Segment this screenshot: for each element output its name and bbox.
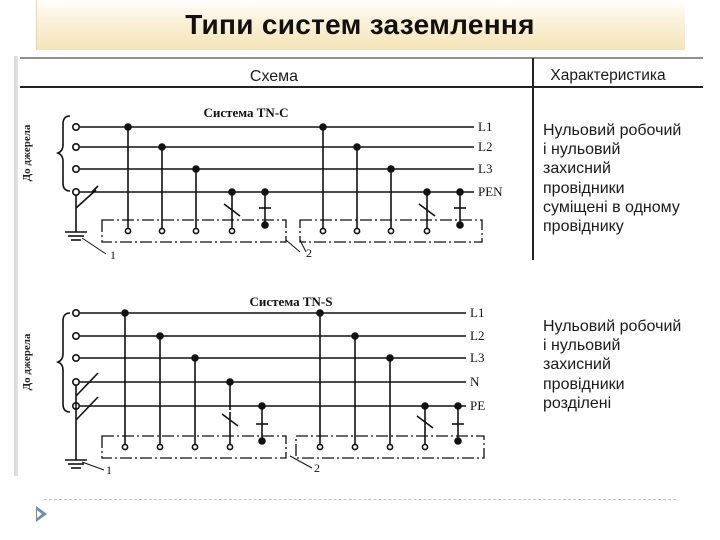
tn-c-label-pen: PEN <box>478 184 503 199</box>
tn-s-side-label: До джерела <box>21 333 33 391</box>
tn-s-label-l3: L3 <box>470 350 485 365</box>
header-characteristic: Характеристика <box>550 67 666 84</box>
tn-c-caption: Система TN-C <box>203 105 289 120</box>
tn-s-callout-1: 1 <box>106 463 112 477</box>
tn-c-callout-2: 2 <box>306 246 312 260</box>
bullet-arrow-inner <box>37 510 42 518</box>
tn-c-label-l1: L1 <box>478 119 493 134</box>
tn-s-label-pe: PE <box>470 398 486 413</box>
footer-divider <box>44 499 676 500</box>
tn-c-characteristic: Нульовий робочий і нульовий захисний провідники суміщені в одному провіднику <box>543 122 682 236</box>
slide-title: Типи систем заземлення <box>185 9 535 40</box>
tn-c-brace <box>58 116 70 191</box>
header-scheme: Схема <box>249 68 299 85</box>
tn-s-callout-2: 2 <box>314 461 320 475</box>
tn-s-label-l2: L2 <box>470 328 485 343</box>
tn-c-label-l3: L3 <box>478 161 493 176</box>
tn-s-label-l1: L1 <box>470 305 485 320</box>
tn-s-brace <box>58 313 70 412</box>
tn-c-label-l2: L2 <box>478 139 493 154</box>
tn-c-diagram <box>21 105 503 262</box>
tn-s-caption: Система TN-S <box>249 294 333 309</box>
tn-s-characteristic: Нульовий робочий і нульовий захисний провідники розділені <box>543 318 682 412</box>
tn-c-callout-1: 1 <box>110 248 116 262</box>
tn-s-label-n: N <box>470 374 480 389</box>
tn-s-diagram <box>21 294 485 477</box>
tn-c-side-label: До джерела <box>21 124 33 182</box>
